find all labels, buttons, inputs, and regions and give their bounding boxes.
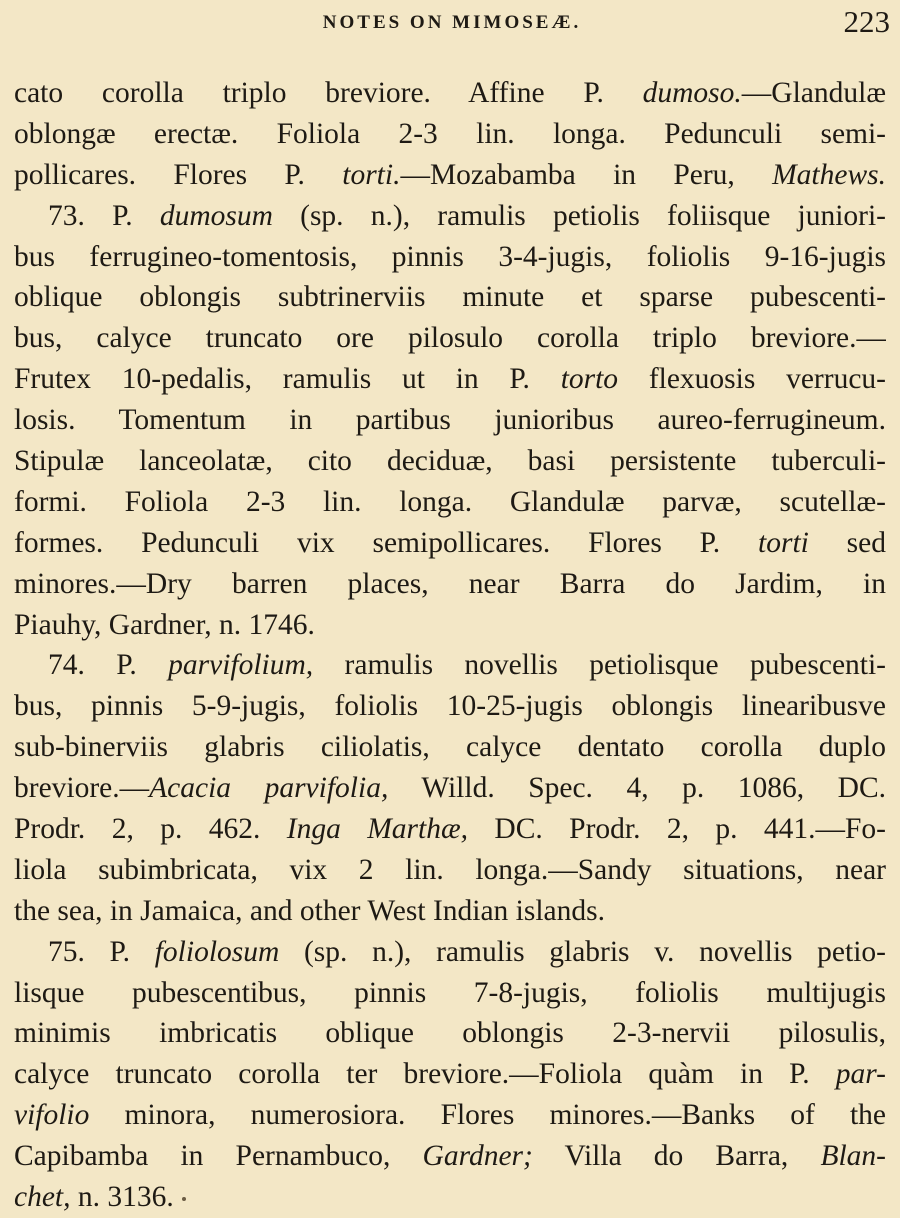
text-line: cato corolla triplo breviore. Affine P. dumoso.—Glandulæ: [14, 77, 886, 109]
text-line: bus, pinnis 5-9-jugis, foliolis 10-25-jugis oblongis linearibusve: [14, 690, 886, 723]
text-line: liola subimbricata, vix 2 lin. longa.—Sandy situations, near: [14, 853, 886, 886]
text-line: Capibamba in Pernambuco, Gardner; Villa do Barra, Blan-: [14, 1140, 886, 1173]
text-line: oblique oblongis subtrinerviis minute et sparse pubescenti-: [14, 281, 886, 314]
text-line: calyce truncato corolla ter breviore.—Foliola quàm in P. par-: [14, 1058, 886, 1091]
text-line: Prodr. 2, p. 462. Inga Marthæ, DC. Prodr. 2, p. 441.—Fo-: [14, 813, 886, 846]
text-line: formi. Foliola 2-3 lin. longa. Glandulæ parvæ, scutellæ-: [14, 485, 886, 518]
text-line: Frutex 10-pedalis, ramulis ut in P. torto flexuosis verrucu-: [14, 363, 886, 396]
text-line: minores.—Dry barren places, near Barra do Jardim, in: [14, 567, 886, 600]
page-header: [14, 4, 890, 44]
text-line: formes. Pedunculi vix semipollicares. Flores P. torti sed: [14, 526, 886, 559]
text-line: vifolio minora, numerosiora. Flores minores.—Banks of the: [14, 1099, 886, 1132]
text-line: pollicares. Flores P. torti.—Mozabamba in Peru, Mathews.: [14, 158, 886, 191]
text-line: chet, n. 3136.: [14, 1177, 886, 1218]
text-line: lisque pubescentibus, pinnis 7-8-jugis, foliolis multijugis: [14, 976, 886, 1009]
text-line: breviore.—Acacia parvifolia, Willd. Spec. 4, p. 1086, DC.: [14, 772, 886, 805]
page-number: 223: [843, 4, 890, 39]
text-line: Stipulæ lanceolatæ, cito deciduæ, basi persistente tuberculi-: [14, 445, 886, 478]
text-line: minimis imbricatis oblique oblongis 2-3-nervii pilosulis,: [14, 1017, 886, 1050]
text-line: losis. Tomentum in partibus junioribus aureo-ferrugineum.: [14, 404, 886, 437]
species-entry-75: 75. P. foliolosum (sp. n.), ramulis glabris v. novellis petio-: [48, 935, 886, 968]
text-line: bus ferrugineo-tomentosis, pinnis 3-4-jugis, foliolis 9-16-jugis: [14, 240, 886, 273]
body-text: [14, 73, 886, 1218]
species-entry-73: 73. P. dumosum (sp. n.), ramulis petiolis foliisque juniori-: [48, 199, 886, 232]
text-line: bus, calyce truncato ore pilosulo corolla triplo breviore.—: [14, 322, 886, 355]
stray-mark: [182, 1197, 186, 1201]
text-line: sub-binerviis glabris ciliolatis, calyce dentato corolla duplo: [14, 731, 886, 764]
text-line: Piauhy, Gardner, n. 1746.: [14, 608, 315, 641]
running-title: NOTES ON MIMOSEÆ.: [322, 12, 582, 33]
species-entry-74: 74. P. parvifolium, ramulis novellis petiolisque pubescenti-: [48, 649, 886, 682]
text-line: the sea, in Jamaica, and other West Indian islands.: [14, 894, 606, 927]
text-line: oblongæ erectæ. Foliola 2-3 lin. longa. Pedunculi semi-: [14, 117, 886, 150]
